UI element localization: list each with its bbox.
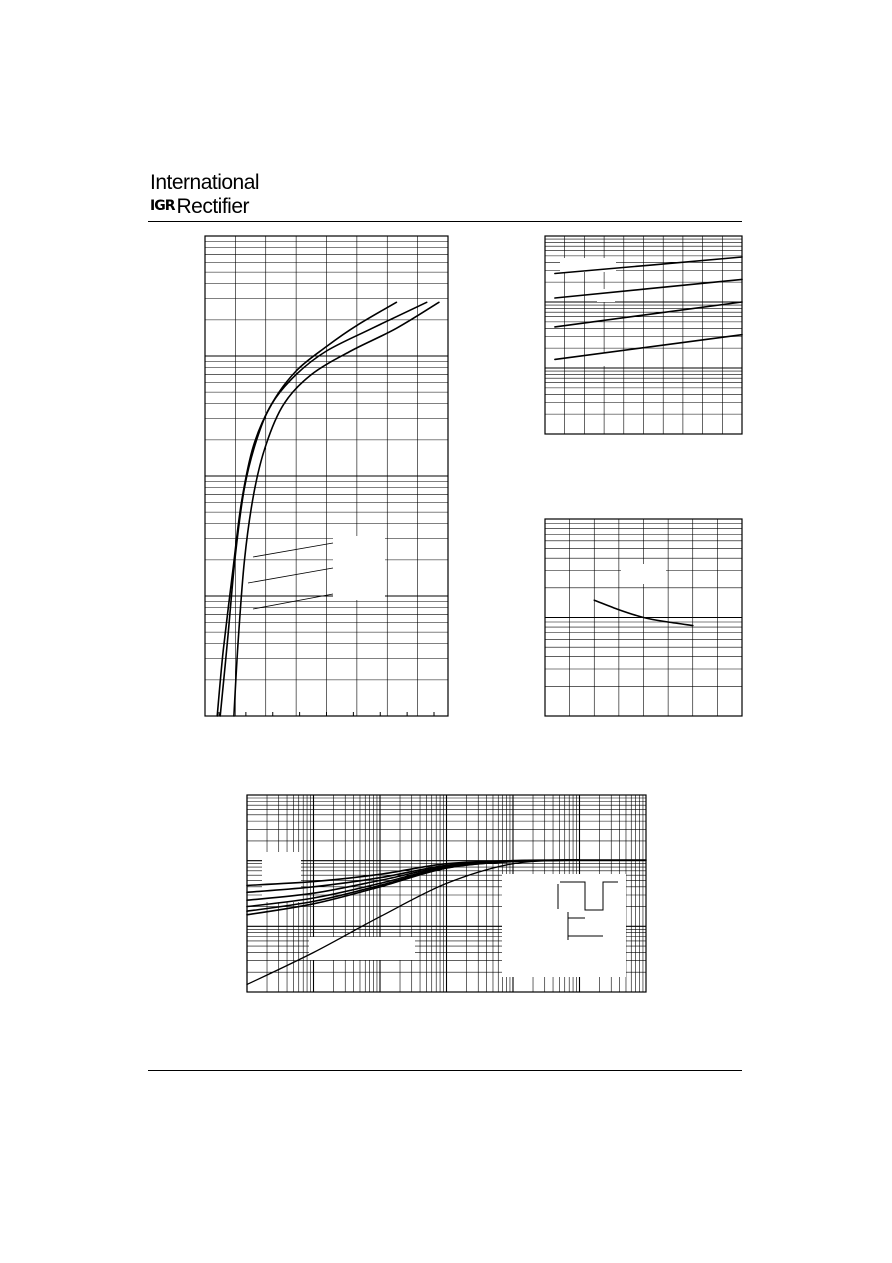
chart-1 <box>205 236 448 716</box>
legend-box <box>262 852 301 902</box>
series-line-4 <box>555 335 742 360</box>
chart-4 <box>247 795 646 992</box>
chart-2 <box>545 236 742 434</box>
pulse-diagram-box <box>502 874 626 977</box>
logo-line-1: International <box>150 171 260 194</box>
legend-box <box>333 536 385 600</box>
chart-3 <box>545 519 742 716</box>
series-line-3 <box>234 302 439 716</box>
legend-leader-line <box>253 543 333 557</box>
note-box <box>309 937 415 960</box>
grid <box>205 236 448 716</box>
legend-leader-line <box>248 568 333 583</box>
logo-mark: IGR <box>150 198 175 214</box>
label-box <box>621 564 666 584</box>
label-box <box>597 353 615 366</box>
series-line-3 <box>555 302 742 327</box>
label-box <box>597 289 615 302</box>
logo-line-2: Rectifier <box>176 195 250 218</box>
